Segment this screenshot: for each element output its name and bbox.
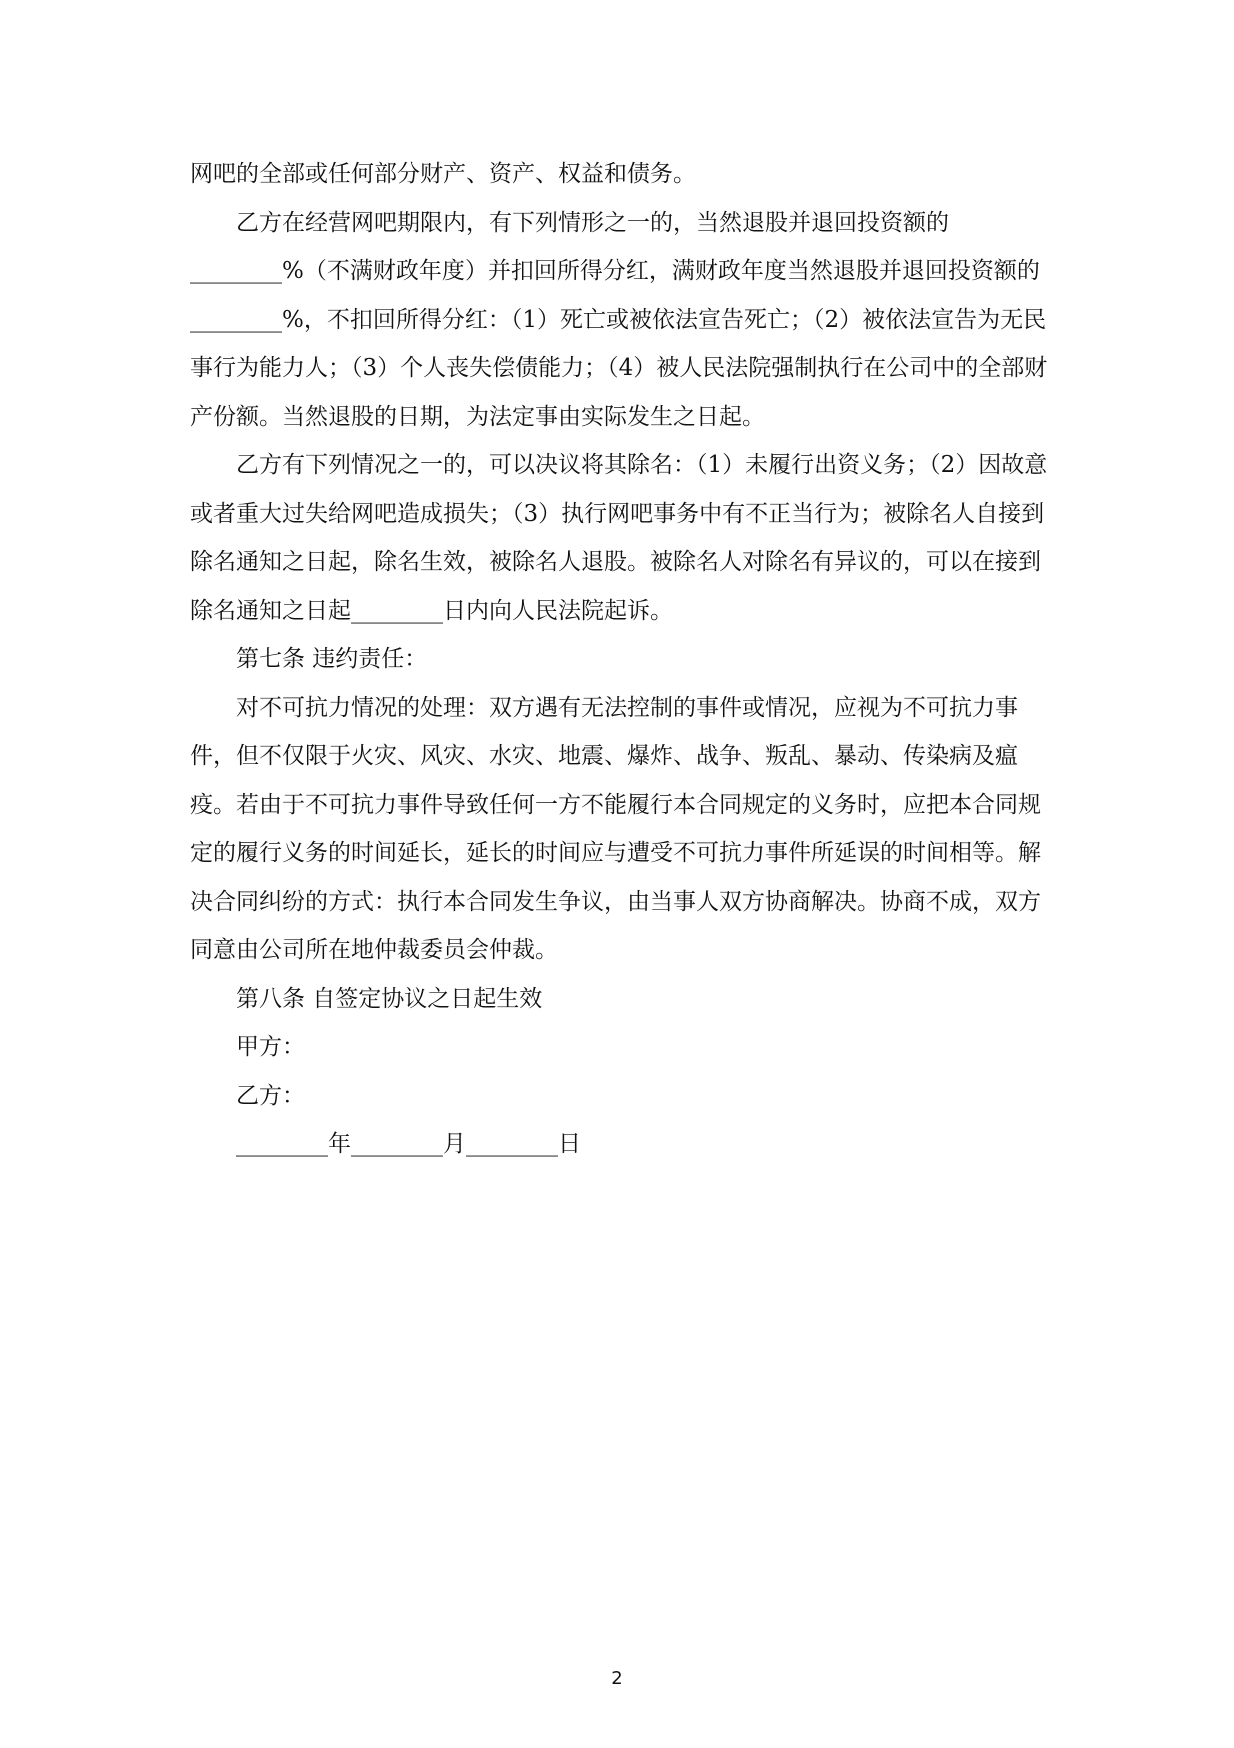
paragraph-withdrawal: 乙方在经营网吧期限内，有下列情形之一的，当然退股并退回投资额的________%（不满财政年度）并扣回所得分红，满财政年度当然退股并退回投资额的________%，不扣回所得分红：（1）死亡或被依法宣告死亡；（2）被依法宣告为无民事行为能力人；（3）个人丧失偿债能力；（4）被人民法院强制执行在公司中的全部财产份额。当然退股的日期，为法定事由实际发生之日起。 [190, 209, 1048, 430]
paragraph-continuation: 网吧的全部或任何部分财产、资产、权益和债务。 [190, 161, 696, 187]
paragraph-force-majeure: 对不可抗力情况的处理：双方遇有无法控制的事件或情况，应视为不可抗力事件，但不仅限于火灾、风灾、水灾、地震、爆炸、战争、叛乱、暴动、传染病及瘟疫。若由于不可抗力事件导致任何一方不能履行本合同规定的义务时，应把本合同规定的履行义务的时间延长，延长的时间应与遭受不可抗力事件所延误的时间相等。解决合同纠纷的方式：执行本合同发生争议，由当事人双方协商解决。协商不成，双方同意由公司所在地仲裁委员会仲裁。 [190, 694, 1041, 963]
signature-party-b: 乙方： [236, 1082, 305, 1109]
signature-party-a: 甲方： [236, 1034, 305, 1060]
signature-date-line: ________年________月________日 [236, 1131, 581, 1157]
document-body [190, 150, 1060, 1169]
paragraph-expulsion: 乙方有下列情况之一的，可以决议将其除名：（1）未履行出资义务；（2）因故意或者重大过失给网吧造成损失；（3）执行网吧事务中有不正当行为；被除名人自接到除名通知之日起，除名生效，被除名人退股。被除名人对除名有异议的，可以在接到除名通知之日起________日内向人民法院起诉。 [190, 452, 1048, 624]
page-number: 2 [611, 1668, 623, 1689]
article-8-heading: 第八条 自签定协议之日起生效 [236, 985, 543, 1012]
article-7-heading: 第七条 违约责任： [236, 646, 428, 672]
